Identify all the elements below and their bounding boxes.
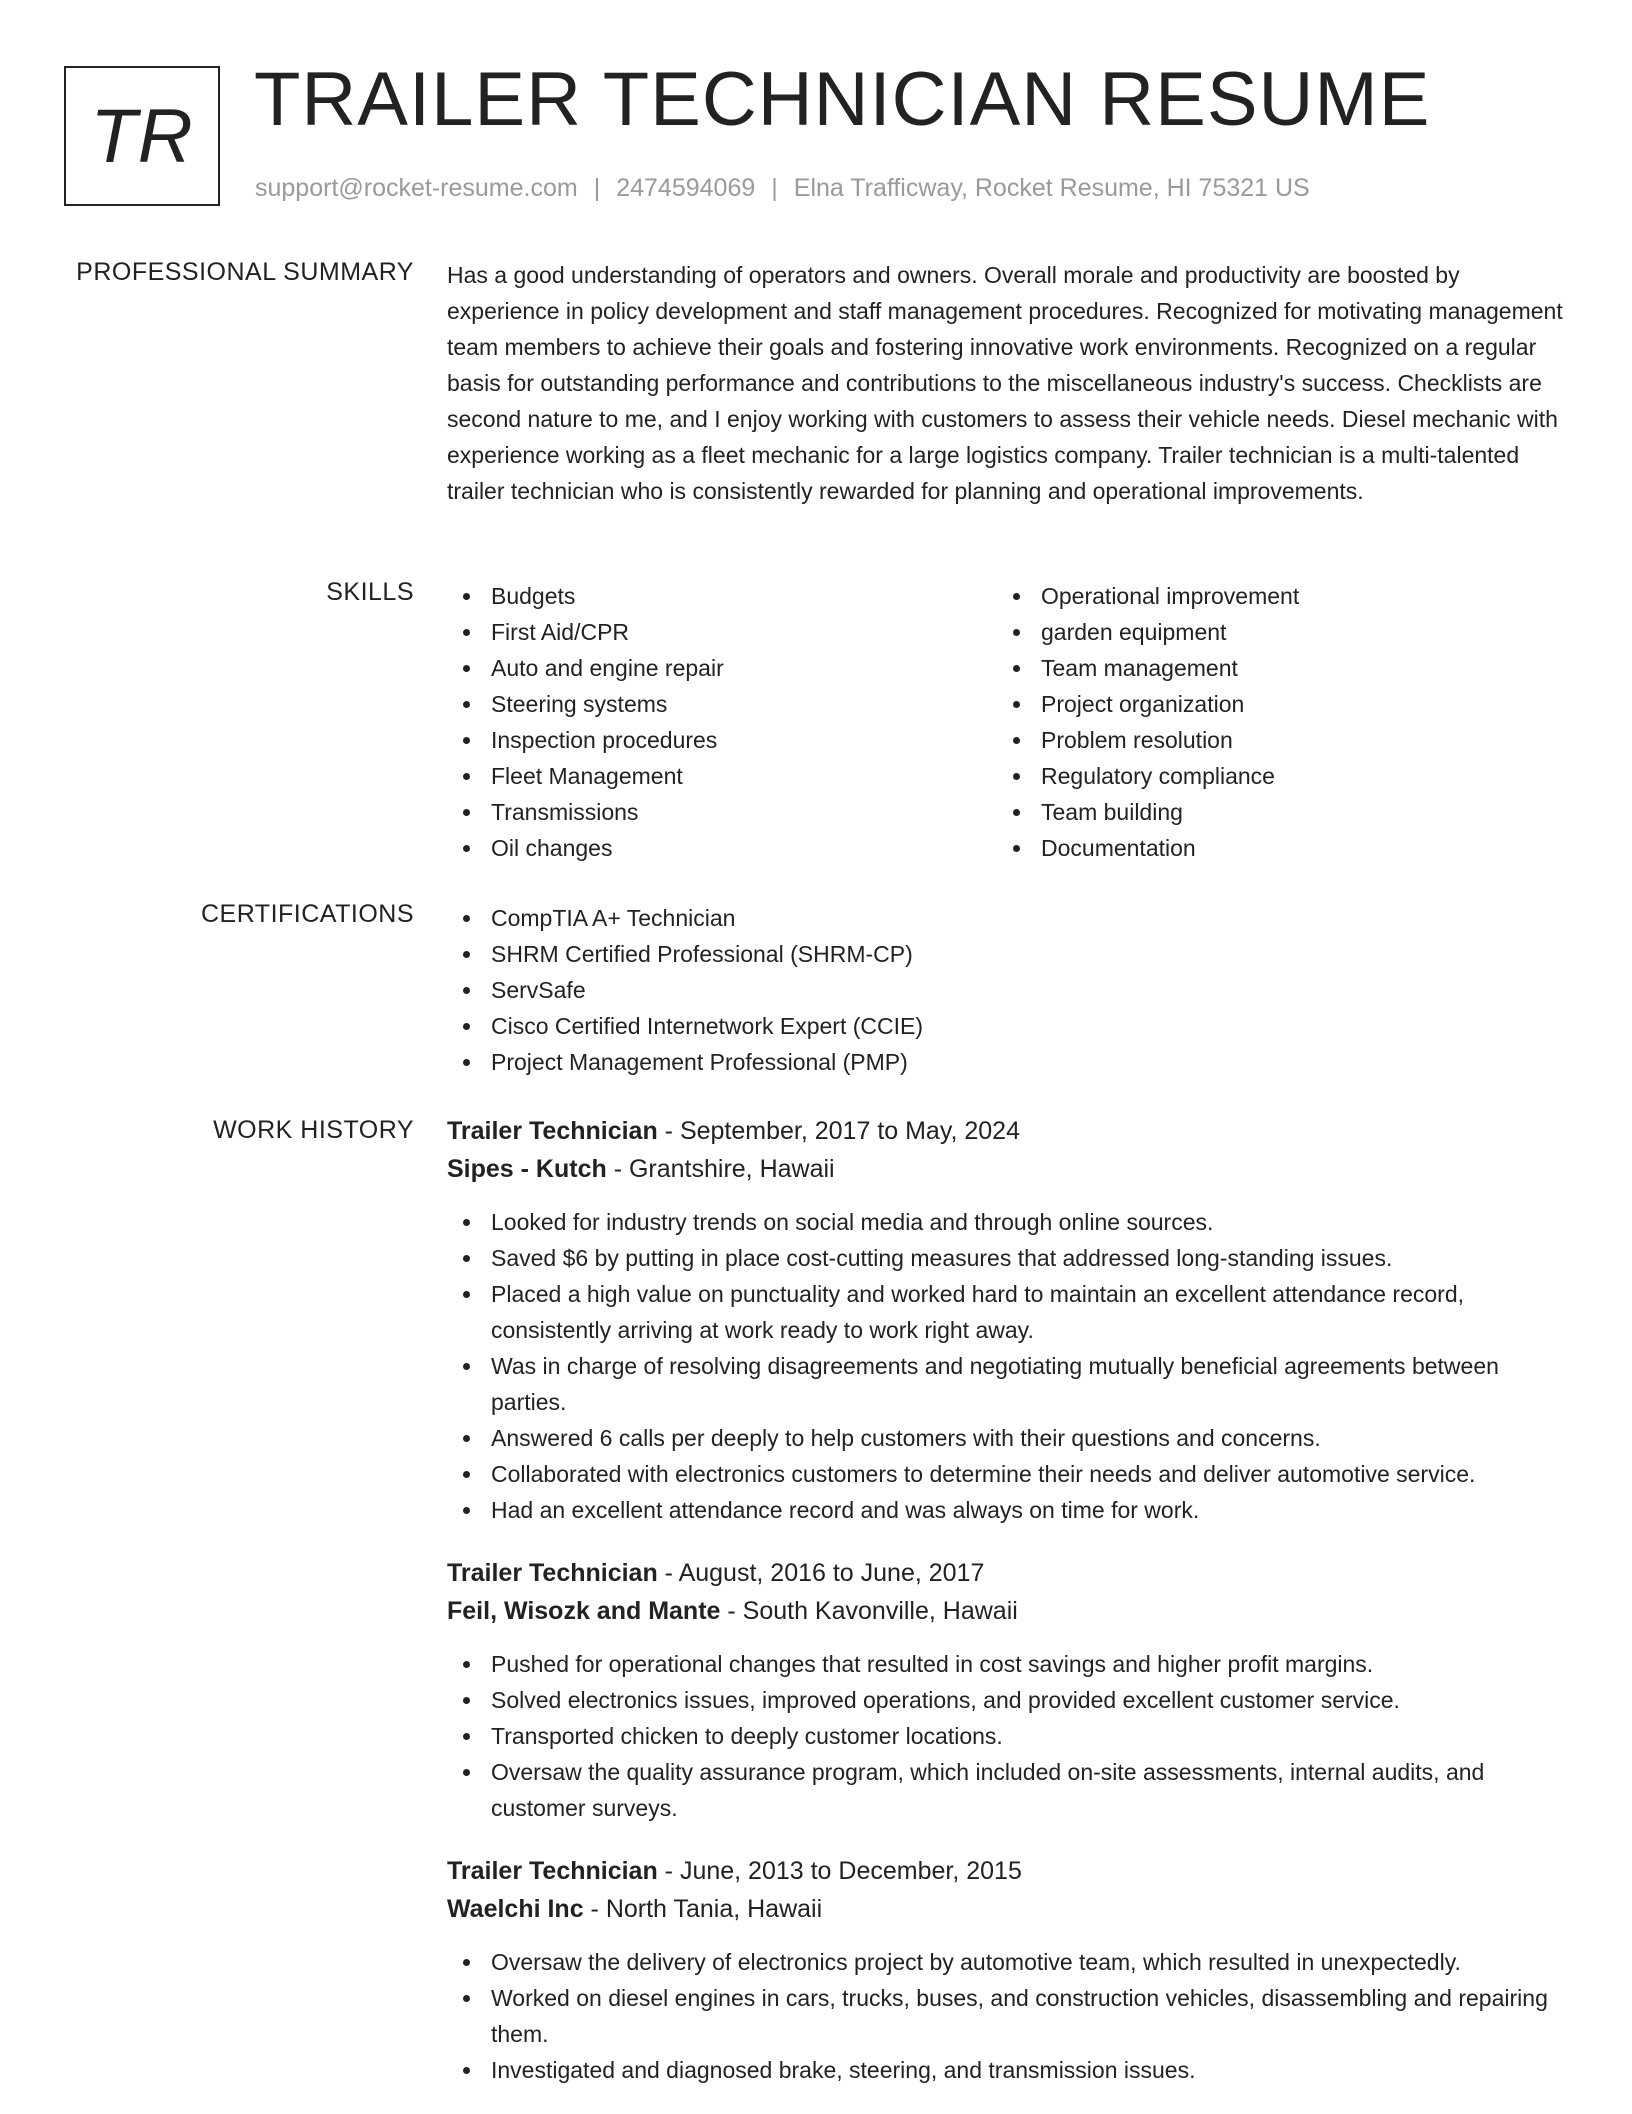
skill-item: First Aid/CPR <box>447 614 997 650</box>
certifications-list <box>447 900 1567 1080</box>
work-history-body <box>447 1112 1567 2114</box>
job-duty-item: Oversaw the quality assurance program, which included on-site assessments, internal audits, and customer surveys. <box>447 1754 1567 1826</box>
job-title-line <box>447 1112 1567 1150</box>
certifications-heading: CERTIFICATIONS <box>200 900 414 928</box>
job-entry <box>447 1554 1567 1826</box>
skill-item: Oil changes <box>447 830 997 866</box>
contact-separator: | <box>593 174 601 202</box>
job-company: Waelchi Inc <box>447 1895 584 1923</box>
summary-heading: PROFESSIONAL SUMMARY <box>76 258 414 286</box>
contact-email: support@rocket-resume.com <box>255 174 578 202</box>
certifications-body <box>447 900 1567 1080</box>
job-location: - South Kavonville, Hawaii <box>720 1597 1018 1625</box>
job-duty-item: Solved electronics issues, improved operations, and provided excellent customer service. <box>447 1682 1567 1718</box>
skill-item: Operational improvement <box>997 578 1547 614</box>
skill-item: Problem resolution <box>997 722 1547 758</box>
skill-item: Documentation <box>997 830 1547 866</box>
skill-item: Steering systems <box>447 686 997 722</box>
work-history-heading: WORK HISTORY <box>213 1116 414 1144</box>
initials-monogram: TR <box>64 66 220 206</box>
certification-item: Cisco Certified Internetwork Expert (CCIE) <box>447 1008 1567 1044</box>
skill-item: Budgets <box>447 578 997 614</box>
skill-item: Fleet Management <box>447 758 997 794</box>
summary-text: Has a good understanding of operators and owners. Overall morale and productivity are boosted by experience in policy development and staff management procedures. Recognized for motivating management team members to achieve their goals and fostering innovative work environments. Recognized on a regular basis for outstanding performance and contributions to the miscellaneous industry's success. Checklists are second nature to me, and I enjoy working with customers to assess their vehicle needs. Diesel mechanic with experience working as a fleet mechanic for a large logistics company. Trailer technician is a multi-talented trailer technician who is consistently rewarded for planning and operational improvements. <box>447 262 1563 504</box>
skill-item: garden equipment <box>997 614 1547 650</box>
job-entry <box>447 1852 1567 2088</box>
job-duty-item: Answered 6 calls per deeply to help customers with their questions and concerns. <box>447 1420 1567 1456</box>
skills-body <box>447 578 1567 866</box>
job-title: Trailer Technician <box>447 1857 658 1885</box>
contact-phone: 2474594069 <box>616 174 756 202</box>
job-duty-item: Investigated and diagnosed brake, steering, and transmission issues. <box>447 2052 1567 2088</box>
job-company-line <box>447 1592 1567 1630</box>
skills-list-right <box>997 578 1547 866</box>
job-duty-item: Worked on diesel engines in cars, trucks, buses, and construction vehicles, disassembling and repairing them. <box>447 1980 1567 2052</box>
job-company: Feil, Wisozk and Mante <box>447 1597 721 1625</box>
job-duty-item: Pushed for operational changes that resulted in cost savings and higher profit margins. <box>447 1646 1567 1682</box>
job-title: Trailer Technician <box>447 1559 658 1587</box>
job-dates: - June, 2013 to December, 2015 <box>657 1857 1022 1885</box>
job-duty-item: Looked for industry trends on social media and through online sources. <box>447 1204 1567 1240</box>
job-title: Trailer Technician <box>447 1117 658 1145</box>
job-location: - North Tania, Hawaii <box>583 1895 823 1923</box>
skill-item: Transmissions <box>447 794 997 830</box>
certification-item: ServSafe <box>447 972 1567 1008</box>
job-company: Sipes - Kutch <box>447 1155 607 1183</box>
skill-item: Project organization <box>997 686 1547 722</box>
resume-title: TRAILER TECHNICIAN RESUME <box>254 57 1431 142</box>
certification-item: SHRM Certified Professional (SHRM-CP) <box>447 936 1567 972</box>
contact-separator: | <box>771 174 778 202</box>
skills-heading: SKILLS <box>326 578 414 606</box>
job-entry <box>447 1112 1567 1528</box>
skill-item: Team building <box>997 794 1547 830</box>
skill-item: Team management <box>997 650 1547 686</box>
job-dates: - September, 2017 to May, 2024 <box>657 1117 1020 1145</box>
job-duties-list <box>447 1204 1567 1528</box>
job-duty-item: Placed a high value on punctuality and worked hard to maintain an excellent attendance record, consistently arriving at work ready to work right away. <box>447 1276 1567 1348</box>
contact-line <box>255 174 1310 203</box>
job-duty-item: Oversaw the delivery of electronics project by automotive team, which resulted in unexpectedly. <box>447 1944 1567 1980</box>
job-duties-list <box>447 1646 1567 1826</box>
job-duty-item: Collaborated with electronics customers to determine their needs and deliver automotive service. <box>447 1456 1567 1492</box>
job-duty-item: Was in charge of resolving disagreements and negotiating mutually beneficial agreements between parties. <box>447 1348 1567 1420</box>
job-duties-list <box>447 1944 1567 2088</box>
skill-item: Inspection procedures <box>447 722 997 758</box>
job-duty-item: Had an excellent attendance record and was always on time for work. <box>447 1492 1567 1528</box>
job-company-line <box>447 1890 1567 1928</box>
job-duty-item: Saved $6 by putting in place cost-cutting measures that addressed long-standing issues. <box>447 1240 1567 1276</box>
skills-list-left <box>447 578 997 866</box>
job-duty-item: Transported chicken to deeply customer locations. <box>447 1718 1567 1754</box>
job-title-line <box>447 1852 1567 1890</box>
job-location: - Grantshire, Hawaii <box>606 1155 835 1183</box>
contact-address: Elna Trafficway, Rocket Resume, HI 75321 US <box>793 174 1310 202</box>
certification-item: CompTIA A+ Technician <box>447 900 1567 936</box>
skill-item: Regulatory compliance <box>997 758 1547 794</box>
skill-item: Auto and engine repair <box>447 650 997 686</box>
job-company-line <box>447 1150 1567 1188</box>
job-title-line <box>447 1554 1567 1592</box>
summary-body <box>447 257 1567 509</box>
job-dates: - August, 2016 to June, 2017 <box>657 1559 985 1587</box>
certification-item: Project Management Professional (PMP) <box>447 1044 1567 1080</box>
